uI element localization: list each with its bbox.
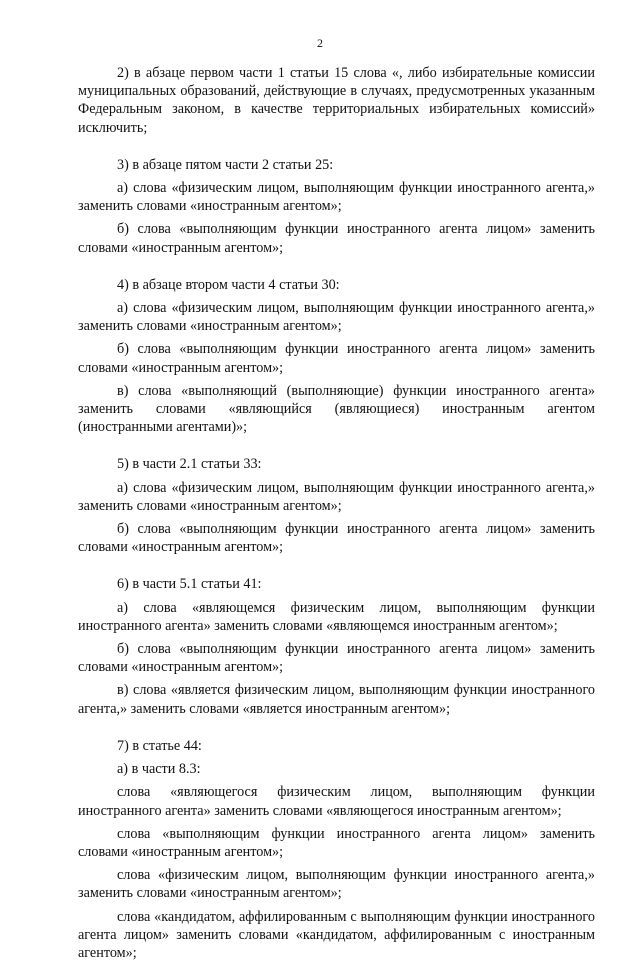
paragraph-subitem-3b: б) слова «выполняющим функции иностранного агента лицом» заменить словами «иностранным агентом»;: [78, 221, 595, 256]
paragraph-subitem-4b: б) слова «выполняющим функции иностранного агента лицом» заменить словами «иностранным агентом»;: [78, 341, 595, 376]
paragraph-words-1: слова «являющегося физическим лицом, выполняющим функции иностранного агента» заменить словами «являющегося иностранным агентом»;: [78, 784, 595, 819]
paragraph-subitem-6v: в) слова «является физическим лицом, выполняющим функции иностранного агента,» заменить словами «является иностранным агентом»;: [78, 682, 595, 717]
paragraph-subitem-4a: а) слова «физическим лицом, выполняющим функции иностранного агента,» заменить словами «иностранным агентом»;: [78, 300, 595, 335]
paragraph-item-7: 7) в статье 44:: [117, 737, 202, 754]
paragraph-item-4: 4) в абзаце втором части 4 статьи 30:: [117, 276, 340, 293]
paragraph-subitem-3a: а) слова «физическим лицом, выполняющим функции иностранного агента,» заменить словами «иностранным агентом»;: [78, 180, 595, 215]
page-number: 2: [317, 36, 323, 50]
paragraph-subitem-6b: б) слова «выполняющим функции иностранного агента лицом» заменить словами «иностранным агентом»;: [78, 641, 595, 676]
paragraph-subitem-4v: в) слова «выполняющий (выполняющие) функции иностранного агента» заменить словами «являющийся (являющиеся) иностранным агентом (иностранными агентами)»;: [78, 382, 595, 436]
paragraph-subitem-7a: а) в части 8.3:: [117, 761, 201, 778]
paragraph-words-3: слова «физическим лицом, выполняющим функции иностранного агента,» заменить словами «иностранным агентом»;: [78, 867, 595, 902]
paragraph-item-3: 3) в абзаце пятом части 2 статьи 25:: [117, 156, 334, 173]
paragraph-item-6: 6) в части 5.1 статьи 41:: [117, 576, 262, 593]
document-body: [78, 64, 595, 967]
paragraph-item-5: 5) в части 2.1 статьи 33:: [117, 456, 262, 473]
paragraph-item-2: 2) в абзаце первом части 1 статьи 15 слова «, либо избирательные комиссии муниципальных образований, действующие в случаях, предусмотренных указанным Федеральным законом, в качестве территориальных избирательных комиссий» исключить;: [78, 65, 595, 136]
paragraph-words-2: слова «выполняющим функции иностранного агента лицом» заменить словами «иностранным агентом»;: [78, 825, 595, 860]
paragraph-subitem-6a: а) слова «являющемся физическим лицом, выполняющим функции иностранного агента» заменить словами «являющемся иностранным агентом»;: [78, 599, 595, 634]
paragraph-words-4: слова «кандидатом, аффилированным с выполняющим функции иностранного агента лицом» заменить словами «кандидатом, аффилированным с иностранным агентом»;: [78, 908, 595, 961]
paragraph-subitem-5a: а) слова «физическим лицом, выполняющим функции иностранного агента,» заменить словами «иностранным агентом»;: [78, 479, 595, 514]
paragraph-subitem-5b: б) слова «выполняющим функции иностранного агента лицом» заменить словами «иностранным агентом»;: [78, 521, 595, 556]
